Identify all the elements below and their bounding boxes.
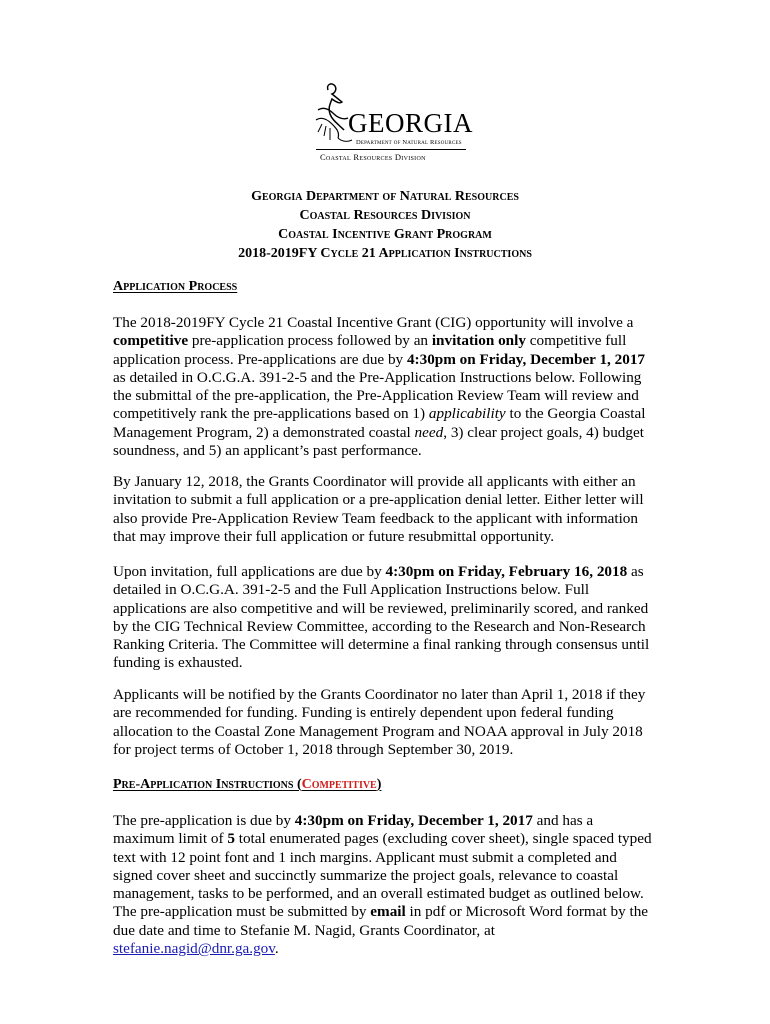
competitive-label: Competitive <box>301 777 377 792</box>
section-heading-application-process: Application Process <box>113 279 238 294</box>
paragraph-full-application: Upon invitation, full applications are due by 4:30pm on Friday, February 16, 2018 as detailed in O.C.G.A. 391-2-5 and the Full Application Instructions below. Full applications are also competitive and will be reviewed, preliminarily scored, and ranked by the CIG Technical Review Committee, according to the Research and Non-Research Ranking Criteria. The Committee will determine a final ranking through consensus until funding is exhausted. <box>113 563 650 672</box>
logo-divider <box>316 149 466 150</box>
logo-wordmark: GEORGIA <box>348 108 473 138</box>
title-line-3: Coastal Incentive Grant Program <box>278 227 492 242</box>
paragraph-pre-application: The pre-application is due by 4:30pm on Friday, December 1, 2017 and has a maximum limit of 5 total enumerated pages (excluding cover sheet), single spaced typed text with 12 point font and 1 inch margins. Applicant must submit a completed and signed cover sheet and succinctly summarize the project goals, relevance to coastal management, tasks to be performed, and an overall estimated budget as outlined below. The pre-application must be submitted by email in pdf or Microsoft Word format by the due date and time to Stefanie M. Nagid, Grants Coordinator, at stefanie.nagid@dnr.ga.gov. <box>113 812 652 958</box>
logo-division: Coastal Resources Division <box>320 152 426 162</box>
paragraph-notification: By January 12, 2018, the Grants Coordinator will provide all applicants with either an invitation to submit a full application or a pre-application denial letter. Either letter will also provide Pre-Application Review Team feedback to the applicant with information that may improve their full application or future resubmittal opportunity. <box>113 473 644 545</box>
title-line-2: Coastal Resources Division <box>299 208 471 223</box>
section-heading-pre-application: Pre-Application Instructions (Competitive) <box>113 777 382 792</box>
title-line-4: 2018-2019FY Cycle 21 Application Instructions <box>238 246 532 261</box>
paragraph-application-process: The 2018-2019FY Cycle 21 Coastal Incentive Grant (CIG) opportunity will involve a competitive pre-application process followed by an invitation only competitive full application process. Pre-applications are due by 4:30pm on Friday, December 1, 2017 as detailed in O.C.G.A. 391-2-5 and the Pre-Application Instructions below. Following the submittal of the pre-application, the Pre-Application Review Team will review and competitively rank the pre-applications based on 1) applicability to the Georgia Coastal Management Program, 2) a demonstrated coastal need, 3) clear project goals, 4) budget soundness, and 5) an applicant’s past performance. <box>113 314 646 460</box>
document-title <box>0 187 770 263</box>
email-link[interactable]: stefanie.nagid@dnr.ga.gov <box>113 940 275 958</box>
paragraph-funding: Applicants will be notified by the Grants Coordinator no later than April 1, 2018 if they are recommended for funding. Funding is entirely dependent upon federal funding allocation to the Coastal Zone Management Program and NOAA approval in July 2018 for project terms of October 1, 2018 through September 30, 2019. <box>113 686 646 758</box>
georgia-dnr-logo <box>308 80 473 162</box>
title-line-1: Georgia Department of Natural Resources <box>251 189 519 204</box>
logo-department: Department of Natural Resources <box>356 139 462 146</box>
